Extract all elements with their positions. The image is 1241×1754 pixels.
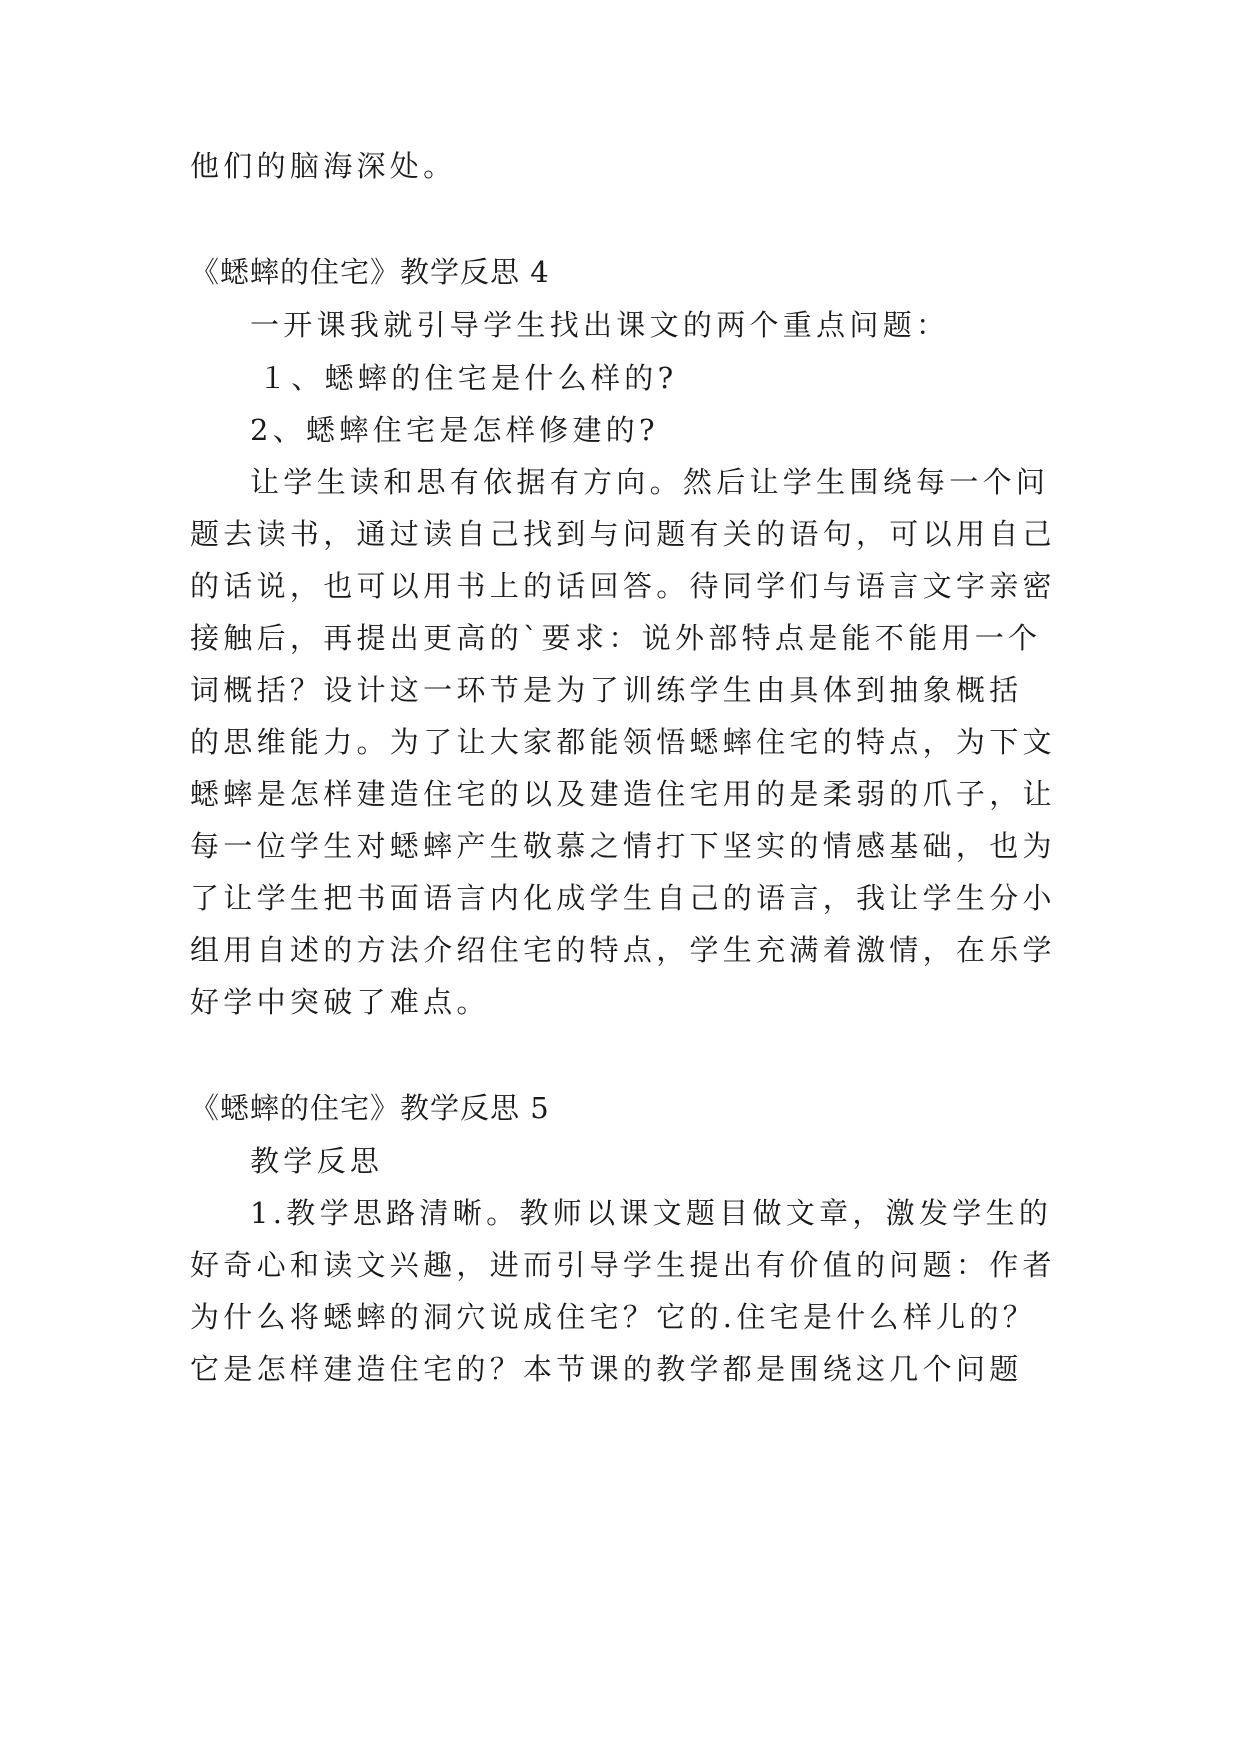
section-4-paragraph-line: 了让学生把书面语言内化成学生自己的语言，我让学生分小 <box>190 881 1056 915</box>
section-4-question-1: １、蟋蟀的住宅是什么样的? <box>258 361 678 395</box>
section-4-paragraph-line: 组用自述的方法介绍住宅的特点，学生充满着激情，在乐学 <box>190 933 1056 967</box>
section-4-paragraph-line: 好学中突破了难点。 <box>190 985 490 1019</box>
section-4-paragraph-line: 的话说，也可以用书上的话回答。待同学们与语言文字亲密 <box>190 569 1056 603</box>
section-4-paragraph-line: 蟋蟀是怎样建造住宅的以及建造住宅用的是柔弱的爪子，让 <box>190 777 1056 811</box>
section-4-intro: 一开课我就引导学生找出课文的两个重点问题： <box>250 308 950 342</box>
section-4-paragraph-line: 让学生读和思有依据有方向。然后让学生围绕每一个问 <box>250 465 1050 499</box>
previous-section-tail: 他们的脑海深处。 <box>190 149 457 183</box>
section-5-subheading: 教学反思 <box>250 1144 384 1178</box>
section-4-paragraph-line: 每一位学生对蟋蟀产生敬慕之情打下坚实的情感基础，也为 <box>190 829 1056 863</box>
section-5-heading: 《蟋蟀的住宅》教学反思 5 <box>190 1091 550 1125</box>
section-4-question-2: 2、蟋蟀住宅是怎样修建的? <box>250 413 659 447</box>
section-4-paragraph-line: 接触后，再提出更高的`要求：说外部特点是能不能用一个 <box>190 621 1042 655</box>
section-4-paragraph-line: 题去读书，通过读自己找到与问题有关的语句，可以用自己 <box>190 517 1056 551</box>
section-5-paragraph-line: 1.教学思路清晰。教师以课文题目做文章，激发学生的 <box>250 1196 1053 1230</box>
section-5-paragraph-line: 好奇心和读文兴趣，进而引导学生提出有价值的问题：作者 <box>190 1248 1056 1282</box>
section-4-paragraph-line: 词概括？设计这一环节是为了训练学生由具体到抽象概括 <box>190 673 1023 707</box>
section-5-paragraph-line: 它是怎样建造住宅的？本节课的教学都是围绕这几个问题 <box>190 1352 1023 1386</box>
section-4-paragraph-line: 的思维能力。为了让大家都能领悟蟋蟀住宅的特点，为下文 <box>190 725 1056 759</box>
section-5-paragraph-line: 为什么将蟋蟀的洞穴说成住宅？它的.住宅是什么样儿的？ <box>190 1300 1037 1334</box>
section-4-heading: 《蟋蟀的住宅》教学反思 4 <box>190 255 550 289</box>
